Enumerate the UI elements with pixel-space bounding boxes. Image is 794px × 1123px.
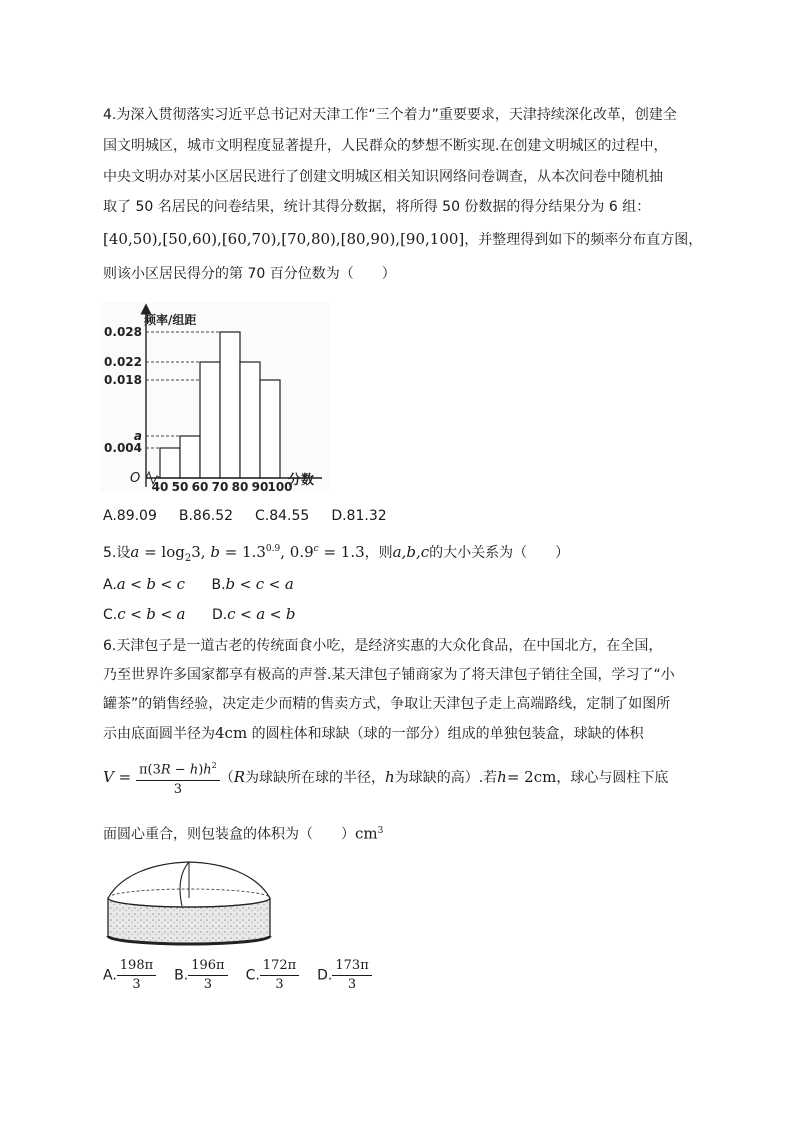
q6-option-d[interactable]: D. $\frac{173\pi}{3}$ (317, 958, 372, 993)
q6-option-b[interactable]: B. $\frac{196\pi}{3}$ (174, 958, 227, 993)
histogram-bar-60-70 (200, 362, 220, 478)
q4-option-b[interactable]: B.86.52 (178, 508, 234, 524)
q4-intervals: [40,50),[50,60),[60,70),[70,80),[80,90),[90,100] (103, 230, 465, 248)
y-tick-label: 0.004 (104, 441, 142, 455)
origin-label: O (130, 471, 141, 486)
q5-option-c[interactable]: C.c < b < a (103, 605, 186, 623)
histogram-bar-80-90 (240, 362, 260, 478)
q5-options-row-2 (103, 604, 317, 625)
q4-line-5 (103, 229, 702, 250)
frequency-histogram (100, 302, 330, 492)
q5-option-b[interactable]: B.b < c < a (211, 575, 294, 593)
q6-line-4: 示由底面圆半径为4cm 的圆柱体和球缺（球的一部分）组成的单独包装盒，球缺的体积 (103, 724, 644, 742)
q6-question: 面圆心重合，则包装盒的体积为（ ）$cm^3$ (103, 824, 384, 843)
q5-option-d[interactable]: D.c < a < b (211, 605, 296, 623)
q4-option-a[interactable]: A.89.09 (103, 508, 157, 524)
q5-definitions: $a = \log_23$, $b = 1.3^{0.9}$, 0.9$^c$ = 1.3 (130, 543, 365, 564)
x-tick-label: 100 (267, 480, 293, 492)
q6-option-c[interactable]: C. $\frac{172\pi}{3}$ (246, 958, 300, 993)
histogram-bar-70-80 (220, 332, 240, 478)
q6-line-1: 6.天津包子是一道古老的传统面食小吃，是经济实惠的大众化食品，在中国北方，在全国， (103, 638, 663, 654)
y-tick-label: a (133, 429, 142, 443)
y-tick-label: 0.022 (104, 355, 142, 369)
x-tick-label: 90 (251, 480, 269, 492)
volume-formula: $\frac{\pi(3R - h)h^2}{3}$ (136, 758, 220, 797)
q6-option-a[interactable]: A. $\frac{198\pi}{3}$ (103, 958, 156, 993)
q4-line-2: 国文明城区，城市文明程度显著提升，人民群众的梦想不断实现.在创建文明城区的过程中， (103, 138, 668, 154)
y-tick-label: 0.028 (104, 325, 142, 339)
q5-options-row-1 (103, 574, 316, 595)
q4-option-c[interactable]: C.84.55 (255, 508, 310, 524)
x-tick-label: 70 (211, 480, 229, 492)
histogram-bar-90-100 (260, 380, 280, 478)
x-axis-label: 分数 (288, 473, 315, 488)
histogram-bar-40-50 (160, 448, 180, 478)
x-tick-label: 80 (231, 480, 249, 492)
q6-formula-line: V = $\frac{\pi(3R - h)h^2}{3}$ （R为球缺所在球的半径，h为球缺的高）.若h= 2cm，球心与圆柱下底 (103, 757, 668, 797)
x-tick-label: 40 (151, 480, 169, 492)
y-axis-label: 频率/组距 (144, 313, 197, 327)
q6-options (103, 958, 390, 998)
q4-after-intervals: ，并整理得到如下的频率分布直方图， (464, 232, 703, 248)
x-tick-label: 50 (171, 480, 189, 492)
packaging-box-figure (104, 858, 274, 950)
q4-line-4: 取了 50 名居民的问卷结果，统计其得分数据，将所得 50 份数据的得分结果分为 6 组： (103, 199, 651, 215)
q4-line-3: 中央文明办对某小区居民进行了创建文明城区相关知识网络问卷调查，从本次问卷中随机抽 (103, 169, 663, 185)
q6-line-2: 乃至世界许多国家都享有极高的声誉.某天津包子铺商家为了将天津包子销往全国，学习了“小 (103, 667, 675, 683)
q4-line-1: 4.为深入贯彻落实习近平总书记对天津工作“三个着力”重要要求，天津持续深化改革，创建全 (103, 107, 677, 123)
q5-option-a[interactable]: A.a < b < c (103, 575, 186, 593)
x-tick-label: 60 (191, 480, 209, 492)
q4-option-d[interactable]: D.81.32 (331, 508, 387, 524)
q5-stem: 5.设$a = \log_23$, $b = 1.3^{0.9}$, 0.9$^c$ = 1.3，则a,b,c的大小关系为（ ） (103, 543, 570, 564)
q4-question: 则该小区居民得分的第 70 百分位数为（ ） (103, 266, 396, 282)
q4-options (103, 506, 409, 526)
q6-line-3: 罐茶”的销售经验，决定走少而精的售卖方式，争取让天津包子走上高端路线，定制了如图所 (103, 696, 671, 712)
y-tick-label: 0.018 (104, 373, 142, 387)
histogram-bar-50-60 (180, 436, 200, 478)
